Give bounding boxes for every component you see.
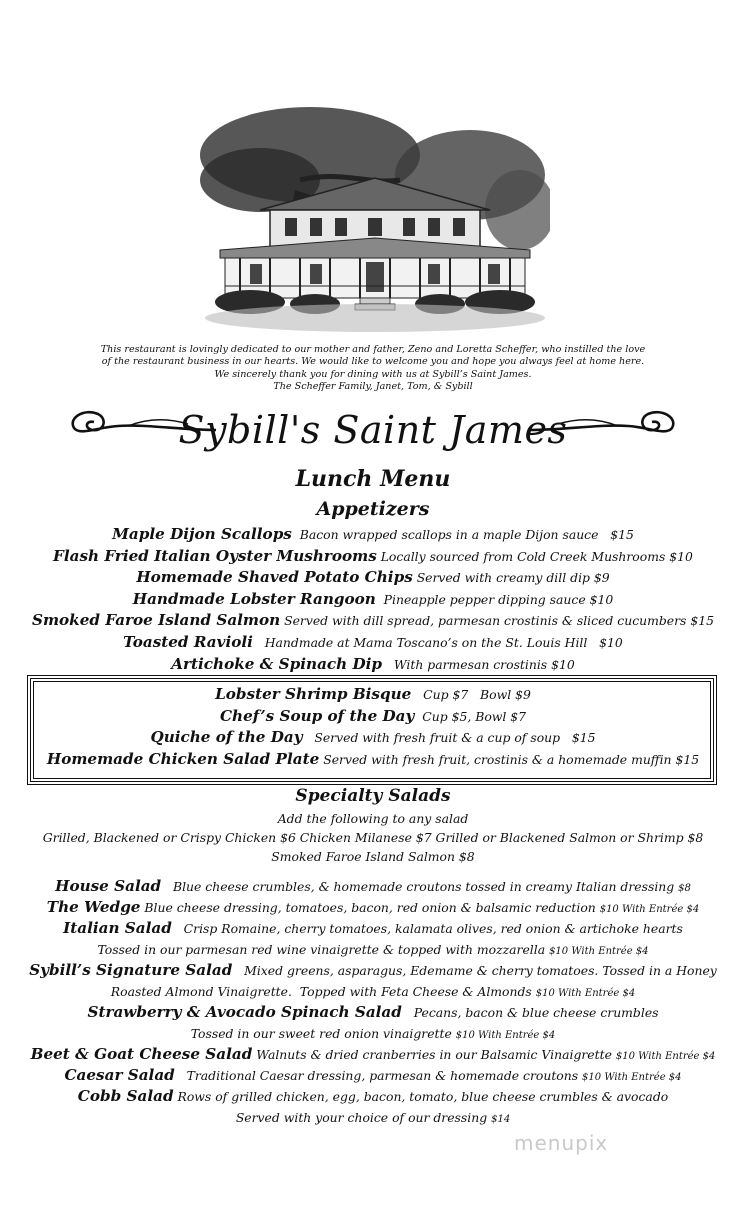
list-item (0, 684, 746, 706)
list-item (0, 727, 746, 749)
item-name: Smoked Faroe Island Salmon (32, 611, 281, 630)
item-name: Quiche of the Day (150, 728, 303, 747)
addon-line: Add the following to any salad (277, 811, 469, 826)
item-desc: Served with your choice of our dressing (235, 1110, 492, 1125)
item-desc: Bacon wrapped scallops in a maple Dijon sauce $15 (291, 527, 634, 542)
item-price: $8 (678, 883, 691, 894)
item-name: The Wedge (46, 898, 141, 916)
list-item (0, 1086, 746, 1107)
item-desc: Mixed greens, asparagus, Edemame & cherry tomatoes. Tossed in a Honey (232, 963, 717, 978)
item-desc: Roasted Almond Vinaigrette. Topped with Feta Cheese & Almonds (110, 984, 536, 999)
item-desc: Served with dill spread, parmesan crostinis & sliced cucumbers $15 (280, 613, 714, 629)
title-row (0, 398, 746, 468)
item-name: Sybill’s Signature Salad (29, 961, 233, 979)
item-desc: Pineapple pepper dipping sauce $10 (375, 591, 614, 607)
item-name: Handmade Lobster Rangoon (132, 589, 376, 608)
list-item (0, 897, 746, 918)
item-name: Chef’s Soup of the Day (219, 706, 415, 725)
salad-addons (0, 809, 746, 866)
list-item (0, 876, 746, 897)
item-price: $10 With Entrée $4 (549, 946, 649, 957)
dedication-line: We sincerely thank you for dining with us at Sybill’s Saint James. (214, 368, 532, 380)
item-desc: Tossed in our sweet red onion vinaigrette (190, 1026, 456, 1041)
dedication-line: This restaurant is lovingly dedicated to our mother and father, Zeno and Loretta Scheffer, who instilled the love (100, 344, 646, 355)
item-name: Artichoke & Spinach Dip (171, 654, 383, 673)
list-item (0, 1044, 746, 1065)
item-desc: Locally sourced from Cold Creek Mushrooms $10 (376, 548, 693, 564)
item-desc: Cup $5, Bowl $7 (414, 708, 527, 724)
item-price: $10 With Entrée $4 (535, 988, 636, 999)
appetizers-heading: Appetizers (316, 498, 430, 520)
house-illustration (200, 100, 550, 335)
item-desc: Traditional Caesar dressing, parmesan & homemade croutons (174, 1068, 583, 1083)
item-name: Toasted Ravioli (123, 632, 253, 651)
item-name: Beet & Goat Cheese Salad (30, 1045, 253, 1063)
item-price: $10 With Entrée $4 (615, 1051, 716, 1062)
item-price: $10 With Entrée $4 (455, 1030, 556, 1041)
list-item (0, 546, 746, 568)
dedication (60, 344, 686, 394)
list-item (0, 589, 746, 611)
item-name: Caesar Salad (64, 1066, 175, 1084)
item-desc: Served with fresh fruit, crostinis & a homemade muffin $15 (319, 751, 700, 767)
list-item (0, 939, 746, 960)
item-price: $10 With Entrée $4 (599, 904, 700, 915)
item-desc: Blue cheese crumbles, & homemade croutons tossed in creamy Italian dressing (161, 879, 679, 894)
list-item (0, 632, 746, 654)
list-item (0, 1023, 746, 1044)
list-item (0, 918, 746, 939)
appetizers-list (0, 524, 746, 675)
item-desc: Pecans, bacon & blue cheese crumbles (401, 1005, 659, 1020)
specialty-salads-heading: Specialty Salads (295, 786, 451, 806)
featured-list (0, 684, 746, 770)
list-item (0, 610, 746, 632)
item-desc: Crisp Romaine, cherry tomatoes, kalamata olives, red onion & artichoke hearts (171, 921, 683, 936)
item-price: $10 With Entrée $4 (582, 1072, 682, 1083)
item-desc: Handmade at Mama Toscano’s on the St. Louis Hill $10 (252, 634, 623, 650)
list-item (0, 654, 746, 676)
lunch-menu-heading: Lunch Menu (295, 466, 451, 492)
list-item (0, 1107, 746, 1128)
item-name: Homemade Chicken Salad Plate (46, 749, 320, 768)
item-desc: With parmesan crostinis $10 (382, 656, 575, 672)
salads-list (0, 876, 746, 1128)
item-name: Flash Fried Italian Oyster Mushrooms (53, 546, 377, 565)
list-item (0, 960, 746, 981)
item-desc: Cup $7 Bowl $9 (411, 687, 531, 702)
watermark: menupix (514, 1131, 609, 1155)
item-desc: Rows of grilled chicken, egg, bacon, tomato, blue cheese crumbles & avocado (173, 1089, 669, 1104)
item-price: $14 (491, 1114, 511, 1125)
item-desc: Served with fresh fruit & a cup of soup $15 (302, 730, 596, 746)
item-desc: Walnuts & dried cranberries in our Balsamic Vinaigrette (252, 1047, 616, 1062)
list-item (0, 981, 746, 1002)
list-item (0, 567, 746, 589)
item-name: Homemade Shaved Potato Chips (136, 568, 413, 587)
restaurant-title: Sybill's Saint James (178, 408, 568, 452)
dedication-line: The Scheffer Family, Janet, Tom, & Sybill (273, 381, 473, 393)
item-name: Strawberry & Avocado Spinach Salad (87, 1003, 402, 1021)
item-desc: Served with creamy dill dip $9 (412, 570, 610, 586)
list-item (0, 1065, 746, 1086)
item-name: Lobster Shrimp Bisque (215, 685, 412, 703)
flourish-right-icon (528, 404, 678, 444)
list-item (0, 524, 746, 546)
item-name: Cobb Salad (77, 1087, 174, 1105)
addon-line: Grilled, Blackened or Crispy Chicken $6 Chicken Milanese $7 Grilled or Blackened Salmon or Shrimp $8 (42, 830, 704, 845)
dedication-line: of the restaurant business in our hearts. We would like to welcome you and hope you always feel at home here. (101, 356, 645, 368)
list-item (0, 1002, 746, 1023)
item-name: House Salad (55, 877, 162, 895)
item-desc: Tossed in our parmesan red wine vinaigrette & topped with mozzarella (97, 942, 550, 957)
list-item (0, 706, 746, 728)
item-name: Maple Dijon Scallops (112, 525, 292, 543)
item-name: Italian Salad (63, 919, 172, 937)
list-item (0, 749, 746, 771)
item-desc: Blue cheese dressing, tomatoes, bacon, red onion & balsamic reduction (140, 900, 600, 915)
addon-line: Smoked Faroe Island Salmon $8 (271, 849, 475, 864)
